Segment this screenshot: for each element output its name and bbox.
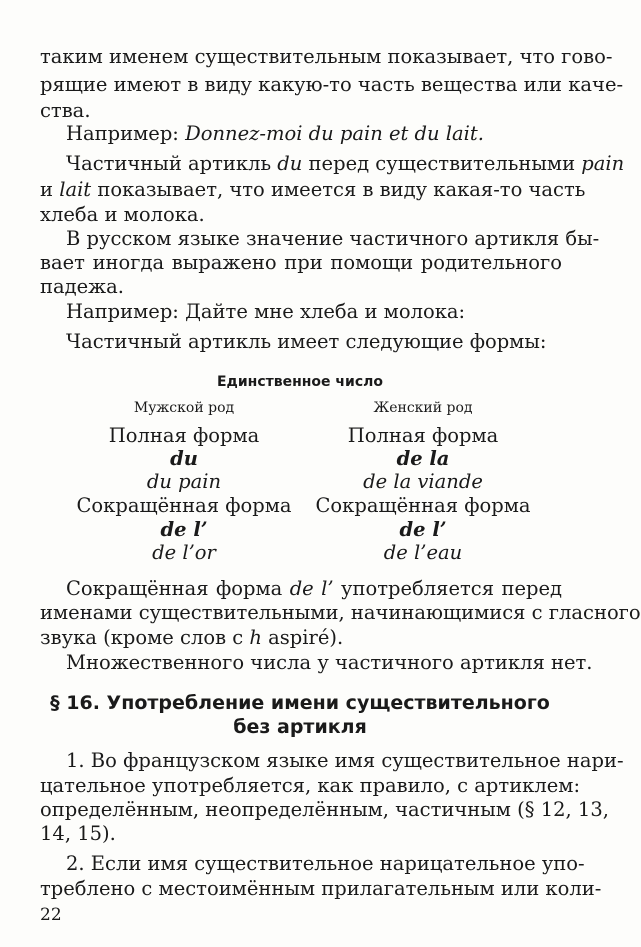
- french-term: de l’: [289, 577, 334, 600]
- french-term: h: [249, 626, 262, 649]
- paragraph-line: [40, 177, 586, 203]
- form-label: Полная форма: [108, 424, 260, 447]
- text-span: aspiré).: [268, 626, 344, 649]
- french-term: de l’eau: [383, 541, 463, 564]
- paragraph-line: [66, 151, 625, 177]
- text-span: перед существительными: [308, 152, 576, 175]
- example-phrase: [59, 469, 309, 495]
- paragraph-line: В русском языке значение частичного артикля бы-: [66, 227, 600, 250]
- paragraph-line: Частичный артикль имеет следующие формы:: [66, 330, 547, 353]
- paragraph-line: цательное употребляется, как правило, с артиклем:: [40, 774, 581, 797]
- paragraph-line: 14, 15).: [40, 822, 116, 845]
- page-number: 22: [40, 905, 62, 925]
- form-label: Сокращённая форма: [76, 494, 292, 517]
- text-span: и: [40, 178, 53, 201]
- french-term: de l’or: [152, 541, 216, 564]
- example-phrase: [298, 540, 548, 566]
- paragraph-line: вает иногда выражено при помощи родительного: [40, 251, 562, 274]
- text-span: употребляется перед: [341, 577, 563, 600]
- column-header-masculine: Мужской род: [133, 400, 235, 416]
- french-term: de la viande: [363, 470, 483, 493]
- paragraph-line: Множественного числа у частичного артикля нет.: [66, 651, 593, 674]
- french-term: du: [277, 152, 303, 175]
- paragraph-line: треблено с местоимённым прилагательным или коли-: [40, 877, 602, 900]
- text-span: Частичный артикль: [66, 152, 272, 175]
- section-title: § 16. Употребление имени существительного: [50, 692, 550, 714]
- paragraph-line: [66, 576, 562, 602]
- paragraph-line: таким именем существительным показывает, что гово-: [40, 45, 613, 68]
- paragraph-line: рящие имеют в виду какую-то часть вещества или каче-: [40, 73, 624, 96]
- french-term: lait: [59, 178, 92, 201]
- french-term: pain: [581, 152, 625, 175]
- paragraph-line: хлеба и молока.: [40, 203, 205, 226]
- form-label: Сокращённая форма: [315, 494, 531, 517]
- paragraph-line: падежа.: [40, 275, 124, 298]
- paragraph-line: 2. Если имя существительное нарицательное упо-: [66, 852, 585, 875]
- paragraph-line: именами существительными, начинающимися с гласного: [40, 601, 641, 624]
- example-line: Например: Дайте мне хлеба и молока:: [66, 300, 466, 323]
- example-line: [66, 121, 562, 147]
- paragraph-line: 1. Во французском языке имя существительное нари-: [66, 749, 624, 772]
- article-form: de l’: [399, 518, 447, 541]
- paragraph-line: определённым, неопределённым, частичным (§ 12, 13,: [40, 798, 609, 821]
- form-label: Полная форма: [347, 424, 499, 447]
- example-phrase: [59, 540, 309, 566]
- article-form: de la: [396, 447, 450, 470]
- section-title: без артикля: [233, 716, 367, 738]
- column-header-feminine: Женский род: [373, 400, 473, 416]
- text-span: показывает, что имеется в виду какая-то часть: [97, 178, 586, 201]
- article-form: de l’: [160, 518, 208, 541]
- text-span: звука (кроме слов с: [40, 626, 244, 649]
- article-form: du: [170, 447, 198, 470]
- example-phrase: [298, 469, 548, 495]
- french-term: du pain: [146, 470, 222, 493]
- example-french: Donnez-moi du pain et du lait.: [185, 122, 484, 145]
- paragraph-line: ства.: [40, 99, 91, 122]
- paragraph-line: [40, 625, 562, 651]
- text-span: Сокращённая форма: [66, 577, 283, 600]
- example-label: Например:: [66, 122, 179, 145]
- table-heading: Единственное число: [216, 374, 384, 390]
